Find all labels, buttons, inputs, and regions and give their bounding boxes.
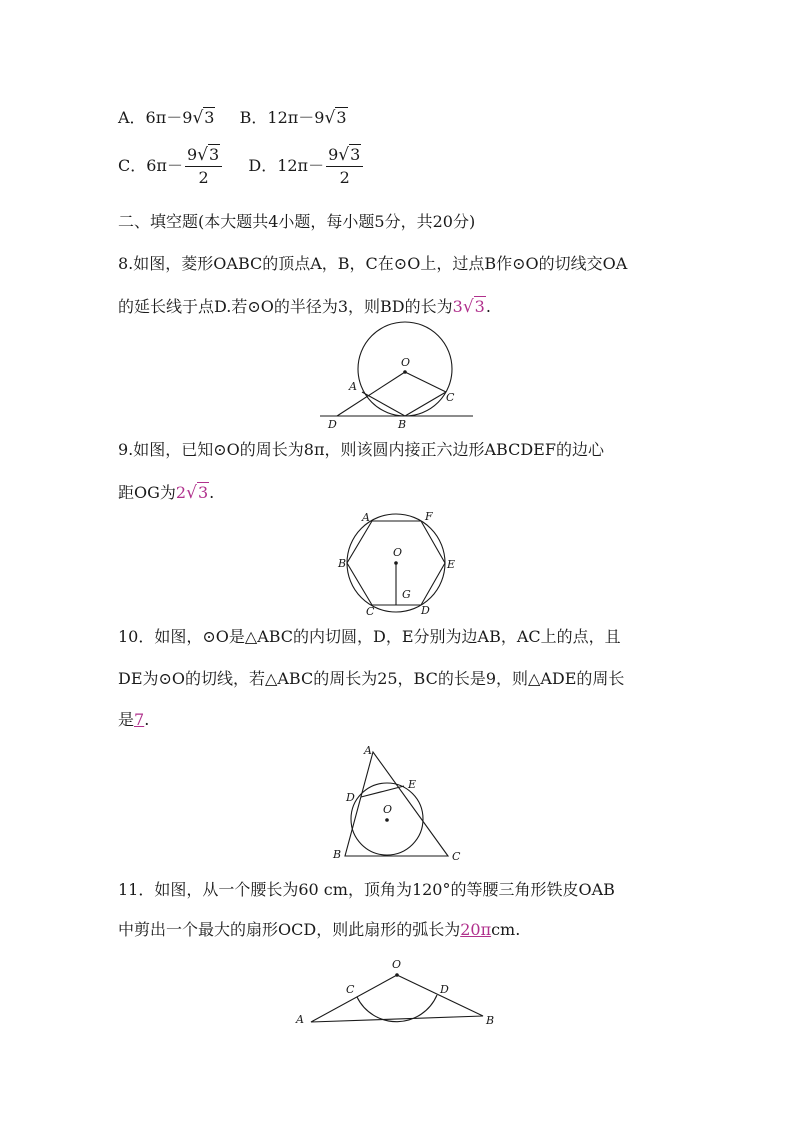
- option-b[interactable]: B．12π－9√3: [239, 108, 347, 128]
- option-d-fraction: $\frac{9√3}{2}$: [326, 144, 363, 189]
- q8-text-line1: 8.如图，菱形OABC的顶点A，B，C在⊙O上，过点B作⊙O的切线交OA: [118, 254, 628, 273]
- q9-label-g: G: [402, 588, 411, 601]
- q9-text-line2: 距OG为2√3.: [118, 483, 215, 503]
- q10-label-a: A: [364, 744, 372, 757]
- q8-label-b: B: [398, 418, 407, 431]
- q11-answer[interactable]: 20π: [460, 920, 492, 939]
- q9-label-c: C: [366, 605, 375, 618]
- q9-label-d: D: [421, 604, 430, 617]
- q9-label-f: F: [425, 510, 433, 523]
- q9-label-e: E: [447, 558, 456, 571]
- q10-answer[interactable]: 7: [134, 710, 145, 729]
- q8-label-d: D: [328, 418, 337, 431]
- q11-label-b: B: [486, 1014, 495, 1027]
- q10-text-line3: 是7.: [118, 710, 150, 729]
- q10-label-d: D: [346, 791, 355, 804]
- q11-vertex-dot: [395, 973, 399, 977]
- q11-label-c: C: [346, 983, 355, 996]
- q11-label-d: D: [440, 983, 449, 996]
- option-b-radical: √3: [324, 108, 347, 128]
- option-a-radical: √3: [192, 108, 215, 128]
- q11-triangle: [311, 975, 483, 1022]
- q9-answer[interactable]: 2√3: [175, 483, 209, 503]
- option-a[interactable]: A．6π－9√3: [118, 108, 215, 128]
- q8-label-o: O: [401, 356, 411, 369]
- q11-label-o: O: [392, 958, 402, 971]
- q8-label-a: A: [349, 380, 357, 393]
- option-d[interactable]: D．12π－ $\frac{9√3}{2}$: [248, 156, 365, 175]
- option-c-fraction: $\frac{9√3}{2}$: [185, 144, 222, 189]
- q8-answer[interactable]: 3√3: [452, 297, 485, 317]
- q10-label-b: B: [333, 848, 342, 861]
- q9-label-o: O: [393, 546, 403, 559]
- q9-label-a: A: [362, 511, 370, 524]
- q11-text-line2: 中剪出一个最大的扇形OCD，则此扇形的弧长为20πcm.: [118, 920, 521, 939]
- q8-text-line2: 的延长线于点D.若⊙O的半径为3，则BD的长为3√3.: [118, 297, 491, 317]
- q10-text-line1: 10．如图，⊙O是△ABC的内切圆，D，E分别为边AB，AC上的点，且: [118, 627, 621, 646]
- q9-label-b: B: [338, 557, 347, 570]
- q10-label-e: E: [408, 778, 417, 791]
- q11-label-a: A: [296, 1013, 304, 1026]
- q9-text-line1: 9.如图，已知⊙O的周长为8π，则该圆内接正六边形ABCDEF的边心: [118, 440, 604, 459]
- option-c[interactable]: C．6π－ $\frac{9√3}{2}$: [118, 156, 224, 175]
- section-heading: 二、填空题(本大题共4小题，每小题5分，共20分): [118, 212, 476, 231]
- q10-text-line2: DE为⊙O的切线，若△ABC的周长为25，BC的长是9，则△ADE的周长: [118, 669, 625, 688]
- q8-label-c: C: [446, 391, 455, 404]
- q10-label-c: C: [452, 850, 461, 863]
- q10-label-o: O: [383, 803, 393, 816]
- q11-text-line1: 11．如图，从一个腰长为60 cm，顶角为120°的等腰三角形铁皮OAB: [118, 880, 615, 899]
